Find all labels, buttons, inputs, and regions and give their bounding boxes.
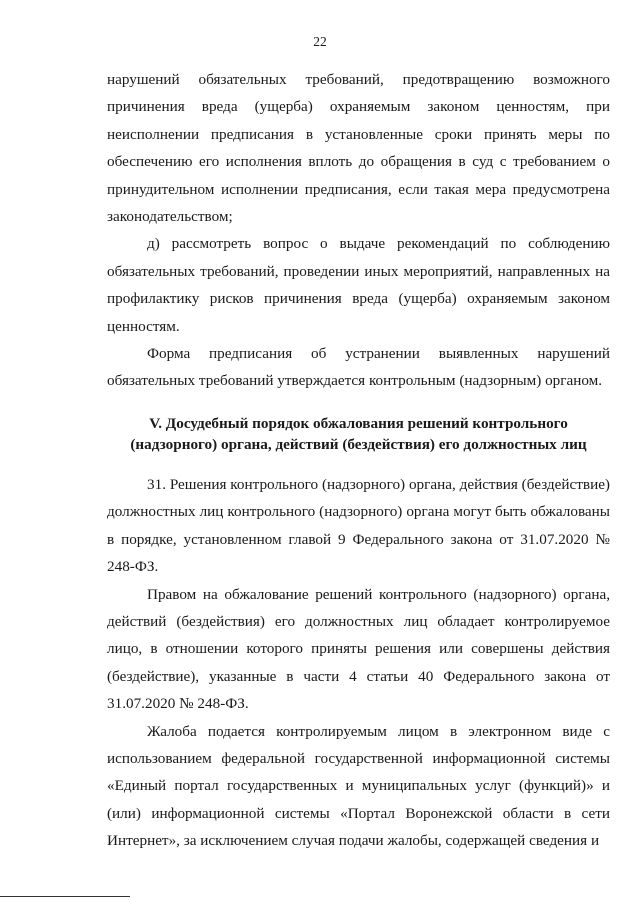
- section-heading: [107, 413, 610, 455]
- page-number: 22: [313, 34, 327, 49]
- section-heading-line-2: (надзорного) органа, действий (бездействия) его должностных лиц: [130, 435, 587, 453]
- document-body: [107, 66, 610, 855]
- paragraph-item-d: д) рассмотреть вопрос о выдаче рекомендаций по соблюдению обязательных требований, проведении иных мероприятий, направленных на профилактику рисков причинения вреда (ущерба) охраняемым законом ценностям.: [107, 235, 610, 335]
- paragraph-complaint: Жалоба подается контролируемым лицом в электронном виде с использованием федеральной государственной информационной системы «Единый портал государственных и муниципальных услуг (функций)» и (или) информационной системы «Портал Воронежской области в сети Интернет», за исключением случая подачи жалобы, содержащей сведения и: [107, 722, 610, 850]
- paragraph-appeal-right: Правом на обжалование решений контрольного (надзорного) органа, действий (бездействия) его должностных лиц обладает контролируемое лицо, в отношении которого приняты решения или совершены действия (бездействие), указанные в части 4 статьи 40 Федерального закона от 31.07.2020 № 248-ФЗ.: [107, 585, 610, 713]
- footnote-separator: [0, 896, 130, 897]
- paragraph-31: 31. Решения контрольного (надзорного) органа, действия (бездействие) должностных лиц контрольного (надзорного) органа могут быть обжалованы в порядке, установленном главой 9 Федерального закона от 31.07.2020 № 248-ФЗ.: [107, 475, 610, 576]
- paragraph-form-note: Форма предписания об устранении выявленных нарушений обязательных требований утверждается контрольным (надзорным) органом.: [107, 345, 610, 390]
- paragraph-continuation: нарушений обязательных требований, предотвращению возможного причинения вреда (ущерба) охраняемым законом ценностям, при неисполнении предписания в установленные сроки принять меры по обеспечению его исполнения вплоть до обращения в суд с требованием о принудительном исполнении предписания, если такая мера предусмотрена законодательством;: [107, 71, 610, 226]
- section-heading-line-1: V. Досудебный порядок обжалования решений контрольного: [149, 414, 568, 432]
